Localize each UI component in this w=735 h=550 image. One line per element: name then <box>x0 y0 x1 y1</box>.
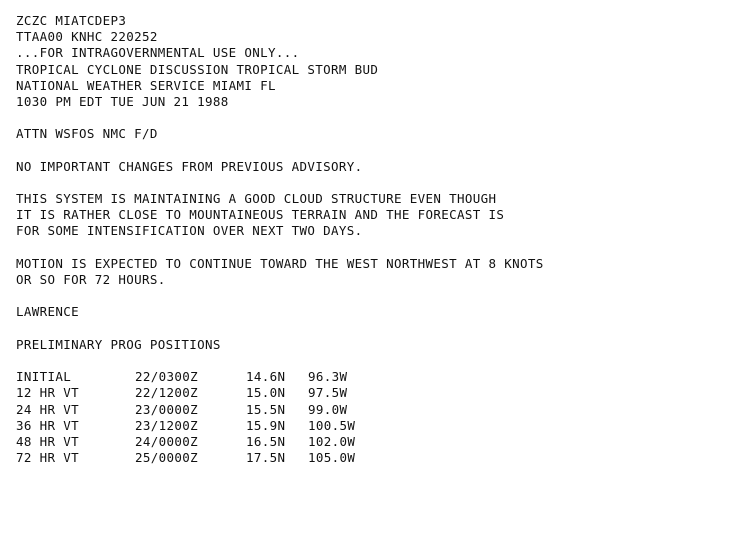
header-line: ZCZC MIATCDEP3 <box>16 13 127 28</box>
prog-row <box>16 369 721 385</box>
summary-line: NO IMPORTANT CHANGES FROM PREVIOUS ADVISORY. <box>16 158 363 174</box>
prog-lon: 96.3W <box>308 369 348 385</box>
discussion-paragraph <box>16 191 721 240</box>
header-line: ...FOR INTRAGOVERNMENTAL USE ONLY... <box>16 45 300 61</box>
spacer <box>16 175 721 191</box>
header-line: TROPICAL CYCLONE DISCUSSION TROPICAL STORM BUD <box>16 61 379 77</box>
prog-lat: 15.9N <box>246 417 286 433</box>
prog-lat: 16.5N <box>246 433 286 449</box>
spacer <box>16 321 721 337</box>
prog-lon: 97.5W <box>308 385 348 401</box>
prog-lat: 14.6N <box>246 369 286 385</box>
prog-row <box>16 402 721 418</box>
prog-label: 12 HR VT <box>16 385 80 401</box>
spacer <box>16 353 721 369</box>
prog-label: 48 HR VT <box>16 433 80 449</box>
spacer <box>16 288 721 304</box>
prog-time: 24/0000Z <box>135 433 199 449</box>
prog-title: PRELIMINARY PROG POSITIONS <box>16 336 221 352</box>
discussion-line: IT IS RATHER CLOSE TO MOUNTAINEOUS TERRAIN AND THE FORECAST IS <box>16 207 505 223</box>
prog-lon: 102.0W <box>308 433 356 449</box>
discussion-line: THIS SYSTEM IS MAINTAINING A GOOD CLOUD STRUCTURE EVEN THOUGH <box>16 191 497 207</box>
prog-label: INITIAL <box>16 369 72 385</box>
prog-time: 22/1200Z <box>135 385 199 401</box>
header-line: NATIONAL WEATHER SERVICE MIAMI FL <box>16 77 276 93</box>
spacer <box>16 240 721 256</box>
motion-line: OR SO FOR 72 HOURS. <box>16 272 166 287</box>
prog-lon: 99.0W <box>308 401 348 417</box>
prog-row <box>16 450 721 466</box>
prog-time: 22/0300Z <box>135 369 199 385</box>
prog-row <box>16 418 721 434</box>
header-line: TTAA00 KNHC 220252 <box>16 29 158 45</box>
discussion-line: FOR SOME INTENSIFICATION OVER NEXT TWO DAYS. <box>16 223 363 239</box>
prog-label: 72 HR VT <box>16 450 80 466</box>
spacer <box>16 110 721 126</box>
motion-paragraph <box>16 256 721 288</box>
header-line: 1030 PM EDT TUE JUN 21 1988 <box>16 93 229 109</box>
spacer <box>16 143 721 159</box>
prog-time: 25/0000Z <box>135 450 199 466</box>
advisory-document <box>16 13 721 466</box>
prog-positions-table <box>16 369 721 466</box>
prog-lon: 100.5W <box>308 417 356 433</box>
prog-lon: 105.0W <box>308 450 356 466</box>
header-block <box>16 13 721 110</box>
prog-lat: 17.5N <box>246 450 286 466</box>
prog-row <box>16 385 721 401</box>
attn-line: ATTN WSFOS NMC F/D <box>16 126 158 142</box>
prog-time: 23/1200Z <box>135 417 199 433</box>
prog-label: 24 HR VT <box>16 401 80 417</box>
prog-lat: 15.0N <box>246 385 286 401</box>
prog-label: 36 HR VT <box>16 417 80 433</box>
forecaster-name: LAWRENCE <box>16 304 80 320</box>
prog-time: 23/0000Z <box>135 401 199 417</box>
prog-lat: 15.5N <box>246 401 286 417</box>
prog-row <box>16 434 721 450</box>
motion-line: MOTION IS EXPECTED TO CONTINUE TOWARD THE WEST NORTHWEST AT 8 KNOTS <box>16 255 544 271</box>
